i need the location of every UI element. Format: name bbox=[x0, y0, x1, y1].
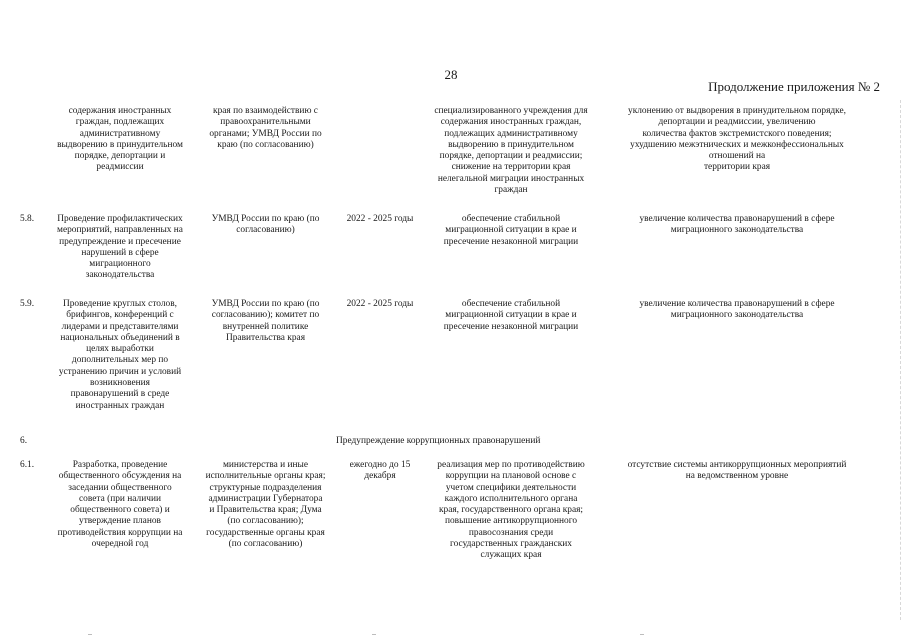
row-cont-link bbox=[604, 106, 870, 174]
text-line: обеспечение стабильной bbox=[461, 299, 561, 309]
text-line: повышение антикоррупционного bbox=[444, 516, 578, 527]
text-line: выдворению в принудительном bbox=[57, 139, 183, 150]
text-line: ухудшению межэтнических и межконфессиональных bbox=[630, 139, 844, 150]
text-line: (по согласованию) bbox=[228, 539, 303, 550]
text-line: края по взаимодействию с bbox=[213, 106, 318, 116]
text-line: предупреждение и пресечение bbox=[59, 236, 181, 247]
row-cont-executor bbox=[194, 106, 337, 151]
row-5-8-result bbox=[418, 214, 604, 248]
scan-edge-line bbox=[900, 100, 901, 620]
text-line: правоохранительными bbox=[220, 117, 311, 128]
text-line: пресечение незаконной миграции bbox=[443, 236, 579, 247]
row-5-9-number: 5.9. bbox=[20, 299, 35, 309]
text-line: и Правительства края; Дума bbox=[209, 505, 322, 516]
row-5-9-executor bbox=[194, 299, 337, 344]
text-line: учетом специфики деятельности bbox=[445, 482, 577, 493]
text-line: отношений на bbox=[708, 151, 766, 162]
text-line: ежегодно до 15 bbox=[349, 460, 411, 470]
text-line: (по согласованию); bbox=[227, 516, 304, 527]
text-line: утверждение планов bbox=[79, 516, 161, 527]
text-line: Разработка, проведение bbox=[72, 460, 168, 470]
text-line: правосознания среди bbox=[468, 527, 554, 538]
text-line: содержания иностранных bbox=[68, 106, 172, 116]
text-line: внутренней политике bbox=[222, 321, 309, 332]
text-line: пресечение незаконной миграции bbox=[443, 321, 579, 332]
text-line: выдворению в принудительном bbox=[448, 139, 574, 150]
text-line: уклонению от выдворения в принудительном порядке, bbox=[628, 106, 846, 116]
text-line: администрации Губернатора bbox=[208, 493, 323, 504]
text-line: Правительства края bbox=[225, 332, 306, 343]
text-line: согласованию) bbox=[236, 225, 295, 236]
text-line: нарушений в сфере bbox=[81, 247, 159, 258]
text-line: законодательства bbox=[85, 270, 155, 281]
text-line: миграционного законодательства bbox=[670, 310, 804, 321]
row-5-9-link bbox=[604, 299, 870, 322]
text-line: края, государственного органа края; bbox=[438, 505, 584, 516]
text-line: коррупции на плановой основе с bbox=[445, 471, 577, 482]
text-line: мероприятий, направленных на bbox=[57, 225, 183, 236]
row-5-8-number: 5.8. bbox=[20, 214, 35, 224]
text-line: миграционной ситуации в крае и bbox=[445, 310, 577, 321]
text-line: реализация мер по противодействию bbox=[437, 460, 585, 470]
scan-speck bbox=[88, 634, 92, 635]
row-6-1-number: 6.1. bbox=[20, 460, 35, 470]
text-line: устранению причин и условий bbox=[58, 366, 182, 377]
text-line: административному bbox=[79, 128, 161, 139]
text-line: брифингов, конференций с bbox=[66, 310, 174, 321]
row-6-1-measure bbox=[45, 460, 195, 550]
text-line: специализированного учреждения для bbox=[434, 106, 588, 116]
text-line: Проведение круглых столов, bbox=[62, 299, 178, 309]
text-line: очередной год bbox=[91, 539, 149, 550]
text-line: снижение на территории края bbox=[451, 162, 571, 173]
text-line: реадмиссии bbox=[96, 162, 144, 173]
text-line: краю (по согласованию) bbox=[217, 139, 314, 150]
text-line: совета (при наличии bbox=[79, 493, 161, 504]
text-line: дополнительных мер по bbox=[71, 355, 169, 366]
text-line: миграционного законодательства bbox=[670, 225, 804, 236]
text-line: миграционного bbox=[89, 259, 151, 270]
text-line: нелегальной миграции иностранных bbox=[437, 173, 585, 184]
section-6-title: Предупреждение коррупционных правонарушений bbox=[336, 436, 541, 446]
scan-speck bbox=[372, 634, 376, 635]
text-line: отсутствие системы антикоррупционных мероприятий bbox=[627, 460, 847, 470]
text-line: содержания иностранных граждан, bbox=[440, 117, 582, 128]
text-line: каждого исполнительного органа bbox=[444, 493, 578, 504]
text-line: УМВД России по краю (по bbox=[211, 214, 320, 224]
text-line: государственные органы края bbox=[206, 527, 325, 538]
text-line: увеличение количества правонарушений в сфере bbox=[639, 299, 835, 309]
row-cont-measure bbox=[45, 106, 195, 174]
text-line: заседании общественного bbox=[68, 482, 172, 493]
text-line: согласованию); комитет по bbox=[211, 310, 320, 321]
appendix-title: Продолжение приложения № 2 bbox=[708, 79, 880, 94]
row-5-8-executor bbox=[194, 214, 337, 237]
text-line: общественного совета) и bbox=[70, 505, 170, 516]
text-line: территории края bbox=[703, 162, 771, 173]
text-line: министерства и иные bbox=[222, 460, 308, 470]
row-6-1-result bbox=[418, 460, 604, 562]
text-line: структурные подразделения bbox=[209, 482, 322, 493]
text-line: миграционной ситуации в крае и bbox=[445, 225, 577, 236]
text-line: граждан, подлежащих bbox=[75, 117, 165, 128]
text-line: граждан bbox=[494, 185, 528, 196]
text-line: противодействия коррупции на bbox=[57, 527, 183, 538]
text-line: увеличение количества правонарушений в сфере bbox=[639, 214, 835, 224]
scan-speck bbox=[640, 634, 644, 635]
text-line: порядке, депортации и реадмиссии; bbox=[439, 151, 583, 162]
row-5-8-period: 2022 - 2025 годы bbox=[346, 214, 414, 224]
text-line: лидерами и представителями bbox=[61, 321, 179, 332]
text-line: количества фактов экстремистского поведения; bbox=[642, 128, 832, 139]
text-line: подлежащих административному bbox=[444, 128, 578, 139]
text-line: возникновения bbox=[90, 378, 150, 389]
text-line: УМВД России по краю (по bbox=[211, 299, 320, 309]
text-line: целях выработки bbox=[86, 344, 154, 355]
text-line: Проведение профилактических bbox=[57, 214, 183, 224]
text-line: общественного обсуждения на bbox=[58, 471, 182, 482]
row-cont-result bbox=[418, 106, 604, 196]
row-6-1-link bbox=[604, 460, 870, 483]
row-6-1-period bbox=[338, 460, 422, 483]
text-line: обеспечение стабильной bbox=[461, 214, 561, 224]
text-line: порядке, депортации и bbox=[74, 151, 166, 162]
section-6-number: 6. bbox=[20, 436, 28, 446]
text-line: депортации и реадмиссии, увеличению bbox=[658, 117, 816, 128]
text-line: государственных гражданских bbox=[450, 539, 572, 550]
row-5-8-link bbox=[604, 214, 870, 237]
text-line: декабря bbox=[364, 471, 396, 482]
row-6-1-executor bbox=[194, 460, 337, 550]
row-5-9-measure bbox=[45, 299, 195, 412]
text-line: на ведомственном уровне bbox=[685, 471, 789, 482]
row-5-9-result bbox=[418, 299, 604, 333]
row-5-8-measure bbox=[45, 214, 195, 282]
text-line: правонарушений в среде bbox=[70, 389, 170, 400]
text-line: органами; УМВД России по bbox=[209, 128, 322, 139]
text-line: национальных объединений в bbox=[60, 332, 180, 343]
row-5-9-period: 2022 - 2025 годы bbox=[346, 299, 414, 309]
page-number: 28 bbox=[444, 67, 458, 82]
text-line: исполнительные органы края; bbox=[205, 471, 326, 482]
text-line: иностранных граждан bbox=[75, 400, 165, 411]
text-line: служащих края bbox=[480, 550, 542, 561]
